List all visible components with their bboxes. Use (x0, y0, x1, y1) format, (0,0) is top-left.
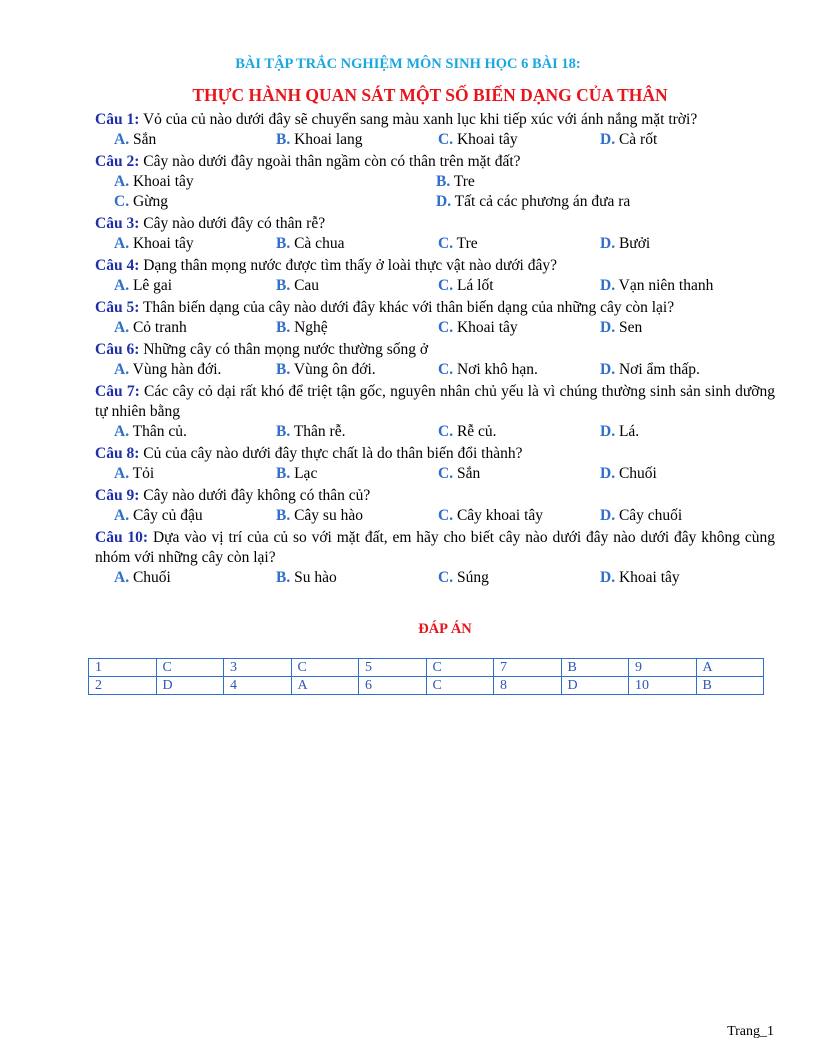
option-c: C. Cây khoai tây (438, 507, 544, 524)
question-8 (95, 444, 775, 484)
option-c: C. Nơi khô hạn. (438, 361, 538, 378)
question-text: Thân biến dạng của cây nào dưới đây khác với thân biến dạng của những cây còn lại? (139, 299, 675, 316)
option-d: D. Vạn niên thanh (600, 277, 714, 294)
question-7 (95, 382, 775, 442)
option-b: B. Lạc (276, 465, 318, 482)
option-b: B. Tre (436, 173, 475, 190)
question-label: Câu 10: (95, 529, 149, 546)
table-cell: A (696, 659, 764, 677)
table-cell: 7 (494, 659, 562, 677)
question-3 (95, 214, 775, 254)
option-d: D. Bưởi (600, 235, 651, 252)
option-d: D. Tất cả các phương án đưa ra (436, 193, 631, 210)
option-b: B. Nghệ (276, 319, 328, 336)
option-b: B. Cà chua (276, 235, 345, 252)
question-text: Cây nào dưới đây ngoài thân ngầm còn có thân trên mặt đất? (139, 153, 521, 170)
question-text: Những cây có thân mọng nước thường sống ở (139, 341, 429, 358)
question-2 (95, 152, 775, 212)
question-text: Cây nào dưới đây không có thân củ? (139, 487, 371, 504)
table-cell: A (291, 677, 359, 695)
table-cell: 6 (359, 677, 427, 695)
option-a: A. Chuối (114, 569, 171, 586)
option-a: A. Tỏi (114, 465, 155, 482)
option-b: B. Thân rễ. (276, 423, 346, 440)
option-d: D. Sen (600, 319, 643, 336)
option-a: A. Khoai tây (114, 173, 194, 190)
option-c: C. Khoai tây (438, 319, 518, 336)
table-cell: C (426, 659, 494, 677)
table-cell: 1 (89, 659, 157, 677)
question-text: Dạng thân mọng nước được tìm thấy ở loài thực vật nào dưới đây? (139, 257, 557, 274)
option-c: C. Khoai tây (438, 131, 518, 148)
question-list (95, 108, 775, 588)
question-5 (95, 298, 775, 338)
question-label: Câu 5: (95, 299, 140, 316)
option-d: D. Chuối (600, 465, 657, 482)
question-4 (95, 256, 775, 296)
option-b: B. Khoai lang (276, 131, 363, 148)
question-9 (95, 486, 775, 526)
option-a: A. Thân củ. (114, 423, 187, 440)
table-cell: 8 (494, 677, 562, 695)
option-c: C. Súng (438, 569, 489, 586)
option-c: C. Rễ củ. (438, 423, 497, 440)
table-cell: D (561, 677, 629, 695)
table-row (89, 677, 764, 695)
table-cell: 10 (629, 677, 697, 695)
option-c: C. Lá lốt (438, 277, 494, 294)
question-label: Câu 3: (95, 215, 140, 232)
question-label: Câu 9: (95, 487, 140, 504)
option-d: D. Cây chuối (600, 507, 683, 524)
question-text: Vỏ của củ nào dưới đây sẽ chuyển sang màu xanh lục khi tiếp xúc với ánh nắng mặt trời? (139, 111, 698, 128)
option-a: A. Vùng hàn đới. (114, 361, 222, 378)
option-b: B. Cau (276, 277, 320, 294)
question-label: Câu 2: (95, 153, 140, 170)
document-subtitle: THỰC HÀNH QUAN SÁT MỘT SỐ BIẾN DẠNG CỦA THÂN (192, 85, 668, 105)
option-a: A. Sắn (114, 131, 157, 148)
option-c: C. Gừng (114, 193, 169, 210)
option-a: A. Khoai tây (114, 235, 194, 252)
answer-key-table (88, 658, 764, 695)
question-text: Dựa vào vị trí của củ so với mặt đất, em hãy cho biết cây nào dưới đây nào dưới đây không cùng nhóm với những cây còn lại? (95, 529, 775, 566)
option-c: C. Tre (438, 235, 478, 252)
table-cell: C (426, 677, 494, 695)
table-cell: 4 (224, 677, 292, 695)
option-a: A. Cỏ tranh (114, 319, 187, 336)
table-cell: 9 (629, 659, 697, 677)
question-1 (95, 110, 775, 150)
option-d: D. Cà rốt (600, 131, 658, 148)
document-title: BÀI TẬP TRẮC NGHIỆM MÔN SINH HỌC 6 BÀI 18: (235, 56, 581, 72)
option-d: D. Khoai tây (600, 569, 680, 586)
option-b: B. Su hào (276, 569, 337, 586)
question-10 (95, 528, 775, 588)
table-cell: C (156, 659, 224, 677)
question-text: Các cây cỏ dại rất khó để triệt tận gốc, nguyên nhân chủ yếu là vì chúng thường sinh sản sinh dưỡng tự nhiên bằng (95, 383, 776, 420)
option-d: D. Lá. (600, 423, 640, 440)
option-b: B. Cây su hào (276, 507, 363, 524)
table-cell: B (696, 677, 764, 695)
table-cell: D (156, 677, 224, 695)
option-b: B. Vùng ôn đới. (276, 361, 376, 378)
table-cell: 5 (359, 659, 427, 677)
question-label: Câu 4: (95, 257, 140, 274)
question-label: Câu 8: (95, 445, 140, 462)
table-cell: 3 (224, 659, 292, 677)
table-cell: B (561, 659, 629, 677)
question-6 (95, 340, 775, 380)
question-label: Câu 7: (95, 383, 140, 400)
question-text: Củ của cây nào dưới đây thực chất là do thân biến đổi thành? (139, 445, 523, 462)
option-a: A. Cây củ đậu (114, 507, 203, 524)
option-d: D. Nơi ẩm thấp. (600, 361, 700, 378)
table-cell: 2 (89, 677, 157, 695)
question-label: Câu 6: (95, 341, 140, 358)
question-label: Câu 1: (95, 111, 140, 128)
table-row (89, 659, 764, 677)
question-text: Cây nào dưới đây có thân rễ? (139, 215, 326, 232)
answer-key-title: ĐÁP ÁN (418, 621, 472, 637)
table-cell: C (291, 659, 359, 677)
option-c: C. Sắn (438, 465, 481, 482)
page-number: Trang_1 (727, 1024, 774, 1039)
option-a: A. Lê gai (114, 277, 173, 294)
